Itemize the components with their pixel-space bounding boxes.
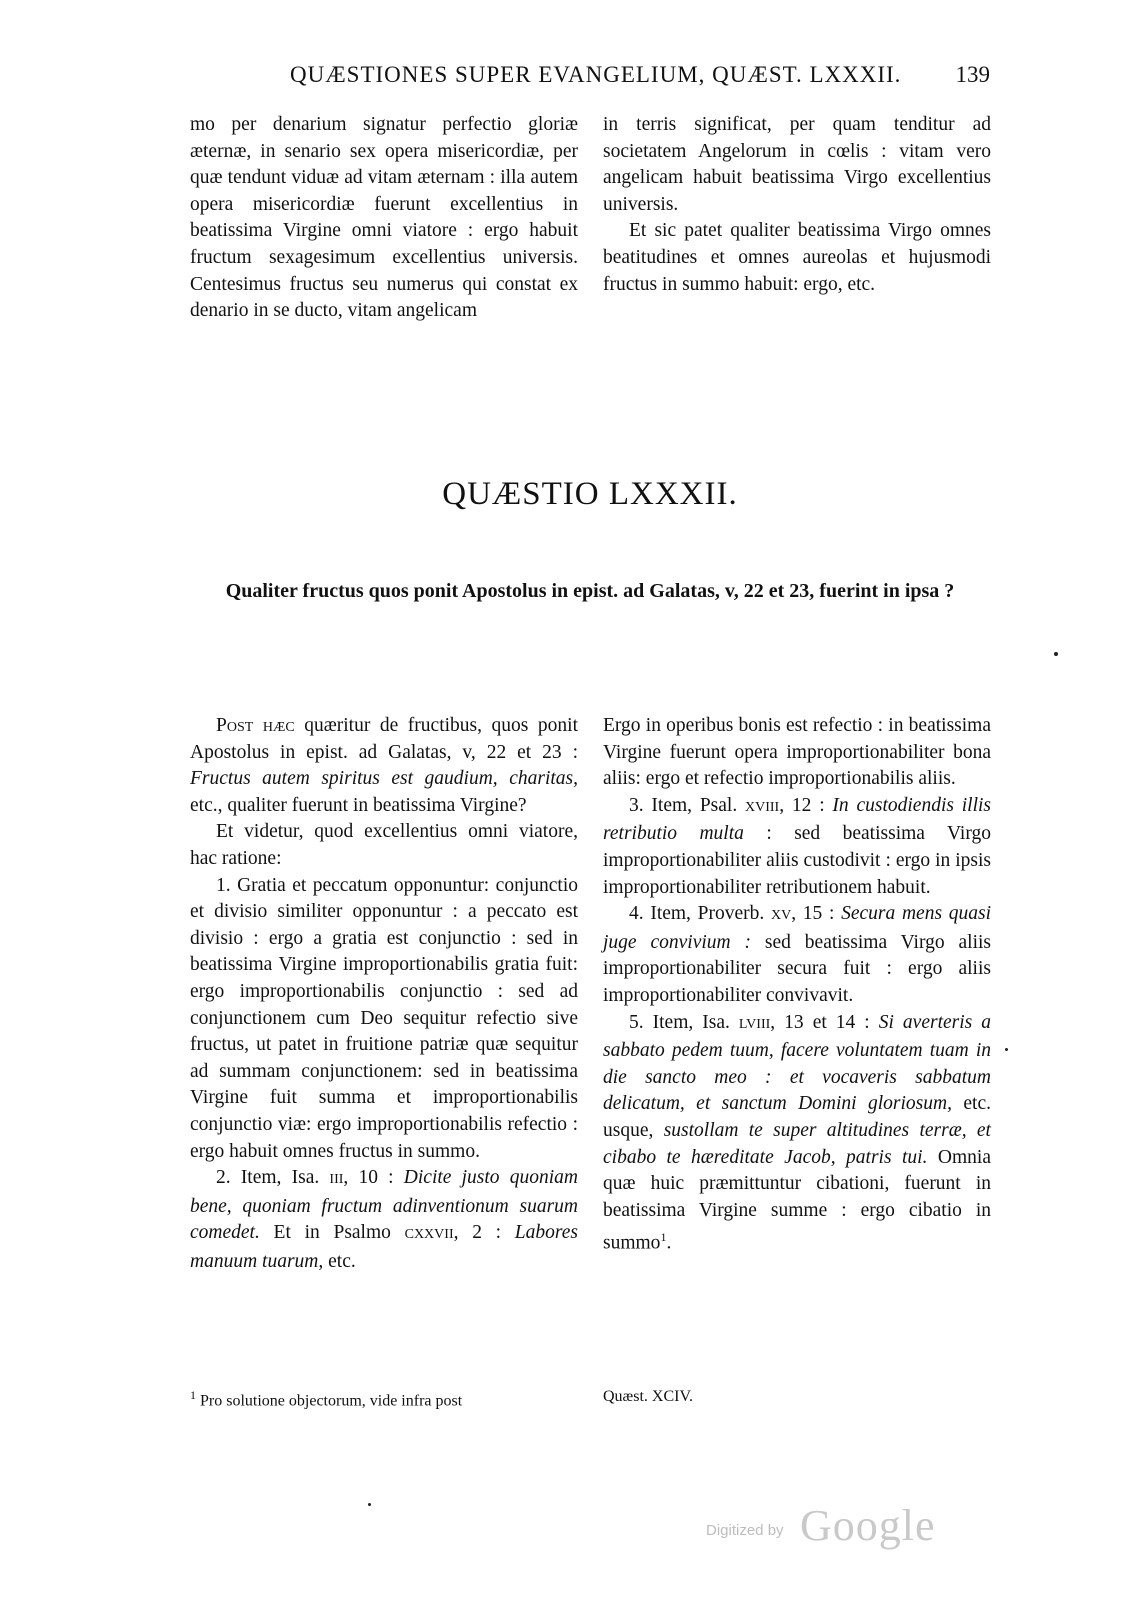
body-right-paragraph-3: 4. Item, Proverb. XV, 15 : Secura mens quasi juge convivium : sed beatissima Virgo aliis improportionabiliter secura fuit : ergo aliis improportionabiliter convivavit. — [603, 903, 992, 1006]
top-left-paragraph: mo per denarium signatur perfectio gloriæ æternæ, in senario sex opera misericordiæ, per quæ tendunt viduæ ad vitam æternam : illa autem opera misericordiæ fuerunt excellentius in beatissima Virgine omni viatore : ergo habuit fructum sexagesimum excellentius universis. Centesimus fructus seu numerus qui constat ex denario in se ducto, vitam angelicam — [190, 114, 578, 322]
watermark-brand: Google — [800, 1501, 936, 1550]
body-right-paragraph-1: Ergo in operibus bonis est refectio : in beatissima Virgine fuerunt opera improportionabiliter bona aliis: ergo et refectio improportionabilis aliis. — [603, 715, 991, 790]
question-subtitle: Qualiter fructus quos ponit Apostolus in epist. ad Galatas, v, 22 et 23, fuerint in ipsa ? — [225, 580, 955, 602]
watermark-prefix: Digitized by — [706, 1522, 784, 1539]
body-left-paragraph-3: 1. Gratia et peccatum opponuntur: conjunctio et divisio similiter opponuntur : a peccato est divisio : ergo a gratia est conjunctio : sed in beatissima Virgine improportionabilis gratia fuit: ergo improportionabilis conjunctio : sed ad conjunctionem cum Deo sequitur refectio sive fructus, ut patet in fruitione patriæ quæ sequitur ad summam conjunctionem: sed in beatissima Virgine fuit summa et improportionabilis conjunctio viæ: ergo improportionabilis refectio : ergo habuit omnes fructus in summo. — [190, 874, 578, 1162]
question-title: QUÆSTIO LXXXII. — [442, 476, 738, 512]
footnote: $^1$ Pro solutione objectorum, vide infra post — [190, 1388, 463, 1410]
body-left-paragraph-4: 2. Item, Isa. III, 10 : Dicite justo quoniam bene, quoniam fructum adinventionum suarum comedet. Et in Psalmo CXXVII, 2 : Labores manuum tuarum, etc. — [190, 1167, 579, 1272]
speck — [368, 1503, 371, 1506]
speck — [1005, 1048, 1008, 1051]
page-number: 139 — [955, 62, 990, 87]
running-title: QUÆSTIONES SUPER EVANGELIUM, QUÆST. LXXXII. — [290, 62, 902, 87]
body-right-paragraph-2: 3. Item, Psal. XVIII, 12 : In custodiendis illis retributio multa : sed beatissima Virgo improportionabiliter aliis custodivit : ergo in ipsis improportionabiliter retributionem habuit. — [603, 794, 992, 898]
top-right-paragraph-2: Et sic patet qualiter beatissima Virgo omnes beatitudines et omnes aureolas et hujusmodi fructus in summo habuit: ergo, etc. — [603, 220, 991, 295]
footnote-continuation: Quæst. XCIV. — [603, 1388, 693, 1405]
top-right-paragraph-1: in terris significat, per quam tenditur ad societatem Angelorum in cœlis : vitam vero angelicam habuit beatissima Virgo excellentius universis. — [603, 114, 991, 215]
body-right-paragraph-4: 5. Item, Isa. LVIII, 13 et 14 : Si averteris a sabbato pedem tuum, facere voluntatem tuam in die sancto meo : et vocaveris sabbatum delicatum, et sanctum Domini gloriosum, etc. usque, sustollam te super altitudines terræ, et cibabo te hæreditate Jacob, patris tui. Omnia quæ huic præmittuntur cibationi, fuerunt in beatissima Virgine summe : ergo cibatio in summo$^1$. — [603, 1011, 992, 1254]
body-left-column — [190, 713, 578, 1275]
body-right-column — [603, 713, 991, 1257]
digitized-watermark — [700, 1500, 960, 1550]
top-left-column — [190, 112, 578, 325]
body-left-paragraph-2: Et videtur, quod excellentius omni viatore, hac ratione: — [190, 821, 578, 869]
body-left-paragraph-1: Post hæc quæritur de fructibus, quos ponit Apostolus in epist. ad Galatas, v, 22 et 23 : Fructus autem spiritus est gaudium, charitas, etc., qualiter fuerunt in beatissima Virgine? — [190, 715, 578, 816]
footnote-reference: 1 — [660, 1230, 667, 1245]
footnote-marker: 1 — [190, 1388, 196, 1402]
speck — [1054, 652, 1058, 656]
running-head — [190, 62, 990, 96]
top-right-column — [603, 112, 991, 298]
